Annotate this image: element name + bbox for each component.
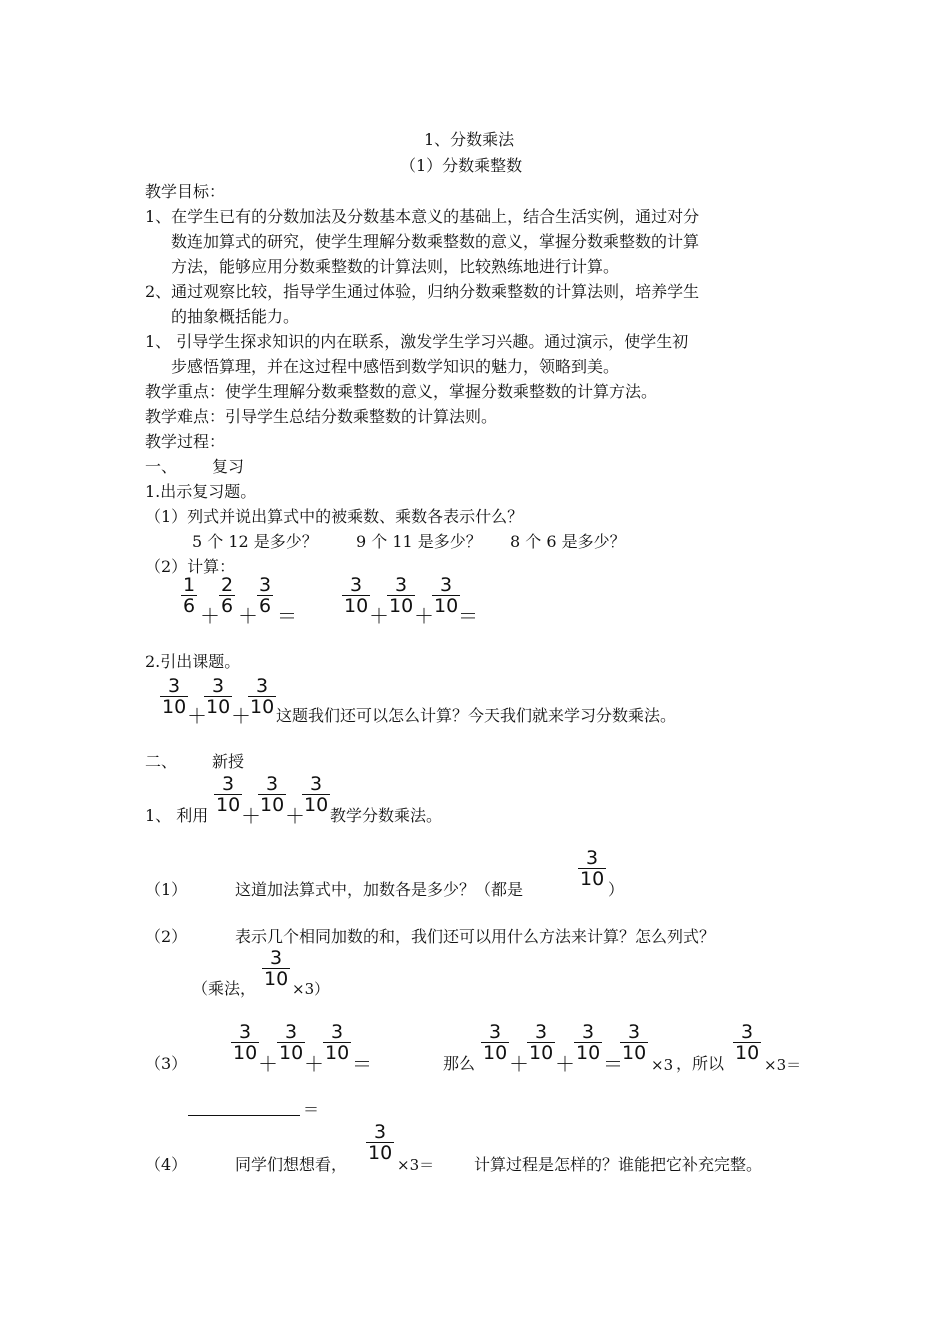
fraction-3-10: $\frac{3}{10}$	[622, 1021, 647, 1064]
goal-1-line-1: 1、在学生已有的分数加法及分数基本意义的基础上，结合生活实例，通过对分	[145, 207, 700, 226]
equals-sign: ＝	[352, 1052, 372, 1076]
review-1-question: （1）列式并说出算式中的被乘数、乘数各表示什么？	[145, 507, 524, 526]
goal-1-line-3: 方法，能够应用分数乘整数的计算法则，比较熟练地进行计算。	[171, 257, 620, 276]
review-1: 1.出示复习题。	[145, 482, 257, 501]
plus-sign: ＋	[200, 604, 220, 628]
goal-3-line-2: 步感悟算理，并在这过程中感悟到数学知识的魅力，领略到美。	[171, 357, 620, 376]
intro-text: 这题我们还可以怎么计算？今天我们就来学习分数乘法。	[276, 706, 677, 725]
q4-number: （4）	[145, 1155, 188, 1174]
equals-sign: ＝	[303, 1100, 320, 1119]
goal-3-line-1: 1、 引导学生探求知识的内在联系，激发学生学习兴趣。通过演示，使学生初	[145, 332, 689, 351]
q1-text: 这道加法算式中，加数各是多少？（都是	[235, 880, 524, 899]
difficulty: 教学难点：引导学生总结分数乘整数的计算法则。	[145, 407, 498, 426]
intro-heading: 2.引出课题。	[145, 652, 241, 671]
page-subtitle: （1）分数乘整数	[400, 156, 523, 175]
plus-sign: ＋	[241, 804, 261, 828]
review-item-2: 9 个 11 是多少？	[356, 532, 482, 551]
section-2-number: 二、	[145, 752, 178, 771]
plus-sign: ＋	[304, 1052, 324, 1076]
q1-number: （1）	[145, 880, 188, 899]
fraction-1-6: $\frac{1}{6}$	[183, 574, 196, 617]
section-2-title: 新授	[212, 752, 245, 771]
fraction-3-10: $\frac{3}{10}$	[344, 574, 369, 617]
fraction-3-10: $\frac{3}{10}$	[483, 1021, 508, 1064]
fraction-3-10: $\frac{3}{10}$	[529, 1021, 554, 1064]
process-heading: 教学过程：	[145, 432, 226, 451]
fraction-3-10: $\frac{3}{10}$	[580, 847, 605, 890]
equals-sign: ＝	[603, 1052, 623, 1076]
fraction-3-10: $\frac{3}{10}$	[368, 1121, 393, 1164]
plus-sign: ＋	[369, 604, 389, 628]
equals-sign: ＝	[458, 604, 478, 628]
q3-then: 那么	[443, 1054, 476, 1073]
review-2: （2）计算：	[145, 557, 236, 576]
review-item-1: 5 个 12 是多少？	[192, 532, 318, 551]
goals-heading: 教学目标：	[145, 182, 226, 201]
fraction-3-6: $\frac{3}{6}$	[259, 574, 272, 617]
fraction-3-10: $\frac{3}{10}$	[260, 773, 285, 816]
q1-close: ）	[608, 880, 625, 899]
goal-1-line-2: 数连加算式的研究，使学生理解分数乘整数的意义，掌握分数乘整数的计算	[171, 232, 700, 251]
times-three-equals: ×3＝	[397, 1156, 435, 1174]
fraction-3-10: $\frac{3}{10}$	[576, 1021, 601, 1064]
q4-tail: 计算过程是怎样的？谁能把它补充完整。	[474, 1155, 763, 1174]
plus-sign: ＋	[555, 1052, 575, 1076]
page-title: 1、分数乘法	[424, 130, 515, 149]
fraction-3-10: $\frac{3}{10}$	[279, 1021, 304, 1064]
fraction-3-10: $\frac{3}{10}$	[233, 1021, 258, 1064]
fraction-3-10: $\frac{3}{10}$	[264, 947, 289, 990]
section-1-number: 一、	[145, 457, 178, 476]
section-1-title: 复习	[212, 457, 245, 476]
q2-text: 表示几个相同加数的和，我们还可以用什么方法来计算？怎么列式？	[235, 927, 716, 946]
step-1-suffix: 教学分数乘法。	[330, 806, 443, 825]
times-three-equals: ×3＝	[764, 1056, 802, 1074]
review-item-3: 8 个 6 是多少？	[510, 532, 626, 551]
plus-sign: ＋	[509, 1052, 529, 1076]
goal-2-line-1: 2、通过观察比较，指导学生通过体验，归纳分数乘整数的计算法则，培养学生	[145, 282, 700, 301]
plus-sign: ＋	[285, 804, 305, 828]
fraction-3-10: $\frac{3}{10}$	[162, 675, 187, 718]
q3-number: （3）	[145, 1054, 188, 1073]
answer-blank	[188, 1114, 300, 1116]
equals-sign: ＝	[277, 604, 297, 628]
q3-so: ，所以	[676, 1054, 725, 1073]
q2-answer-suffix: ×3）	[292, 980, 330, 998]
key-point: 教学重点：使学生理解分数乘整数的意义，掌握分数乘整数的计算方法。	[145, 382, 658, 401]
fraction-3-10: $\frac{3}{10}$	[216, 773, 241, 816]
plus-sign: ＋	[414, 604, 434, 628]
fraction-3-10: $\frac{3}{10}$	[389, 574, 414, 617]
plus-sign: ＋	[231, 704, 251, 728]
fraction-3-10: $\frac{3}{10}$	[325, 1021, 350, 1064]
fraction-3-10: $\frac{3}{10}$	[250, 675, 275, 718]
q2-answer-prefix: （乘法，	[192, 979, 257, 998]
times-three: ×3	[651, 1056, 674, 1074]
q4-text: 同学们想想看，	[235, 1155, 348, 1174]
fraction-3-10: $\frac{3}{10}$	[735, 1021, 760, 1064]
fraction-3-10: $\frac{3}{10}$	[304, 773, 329, 816]
goal-2-line-2: 的抽象概括能力。	[171, 307, 300, 326]
plus-sign: ＋	[238, 604, 258, 628]
plus-sign: ＋	[258, 1052, 278, 1076]
q2-number: （2）	[145, 927, 188, 946]
fraction-3-10: $\frac{3}{10}$	[434, 574, 459, 617]
fraction-3-10: $\frac{3}{10}$	[206, 675, 231, 718]
step-1-prefix: 1、 利用	[145, 806, 209, 825]
fraction-2-6: $\frac{2}{6}$	[221, 574, 234, 617]
plus-sign: ＋	[187, 704, 207, 728]
